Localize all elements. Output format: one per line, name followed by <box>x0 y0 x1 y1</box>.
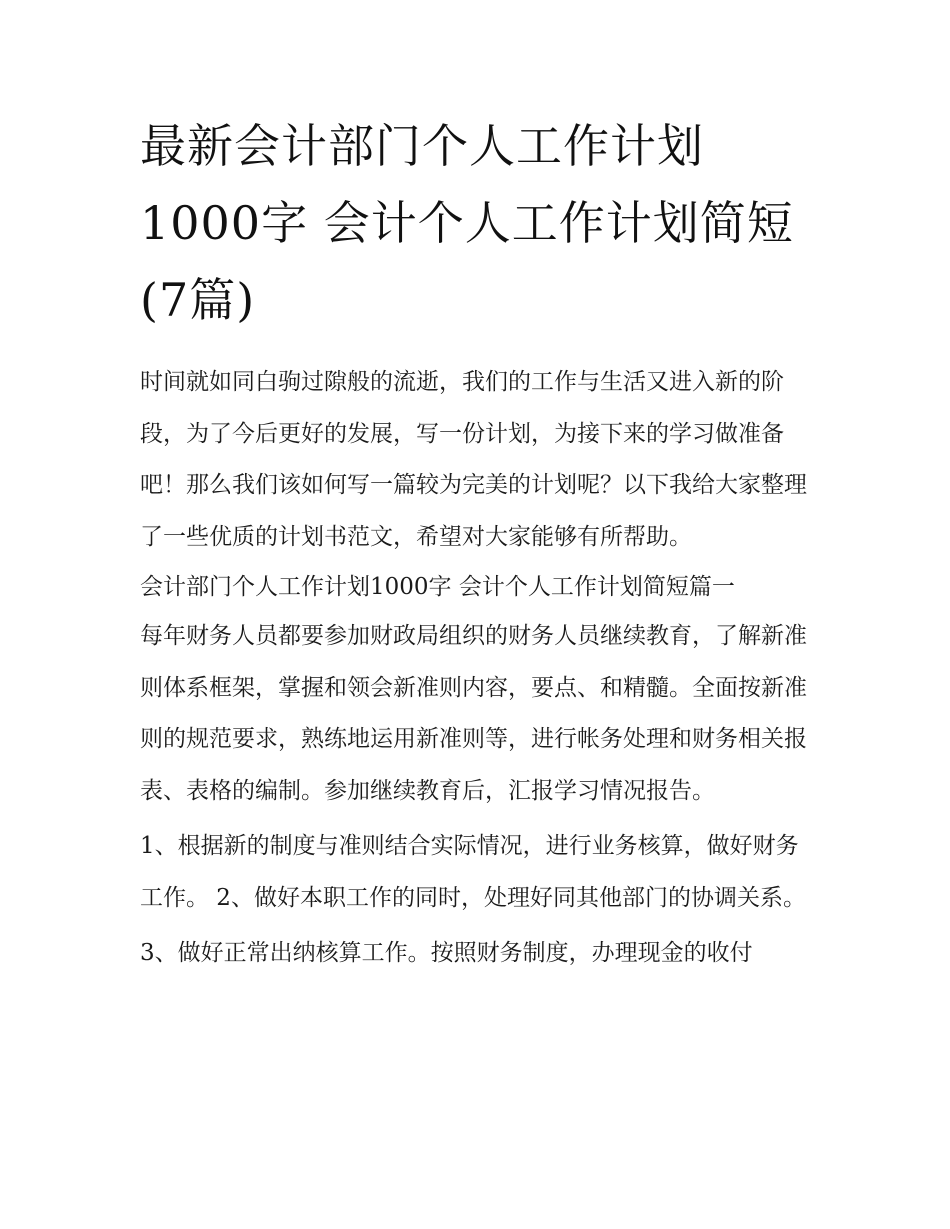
section-heading: 会计部门个人工作计划1000字 会计个人工作计划简短篇一 <box>140 574 735 600</box>
paragraph-1: 每年财务人员都要参加财政局组织的财务人员继续教育，了解新准则体系框架，掌握和领会新准则内容，要点、和精髓。全面按新准则的规范要求，熟练地运用新准则等，进行帐务处理和财务相关报表、表格的编制。参加继续教育后，汇报学习情况报告。 <box>140 623 807 804</box>
document-body <box>140 357 815 980</box>
paragraph-2: 1、根据新的制度与准则结合实际情况，进行业务核算，做好财务工作。 2、做好本职工作的同时，处理好同其他部门的协调关系。 <box>140 833 806 911</box>
intro-paragraph: 时间就如同白驹过隙般的流逝，我们的工作与生活又进入新的阶段，为了今后更好的发展，写一份计划，为接下来的学习做准备吧！那么我们该如何写一篇较为完美的计划呢？以下我给大家整理了一些优质的计划书范文，希望对大家能够有所帮助。 <box>140 369 807 550</box>
document-page <box>140 108 815 980</box>
paragraph-3: 3、做好正常出纳核算工作。按照财务制度，办理现金的收付 <box>140 940 753 966</box>
document-title: 最新会计部门个人工作计划1000字 会计个人工作计划简短(7篇) <box>140 119 794 327</box>
